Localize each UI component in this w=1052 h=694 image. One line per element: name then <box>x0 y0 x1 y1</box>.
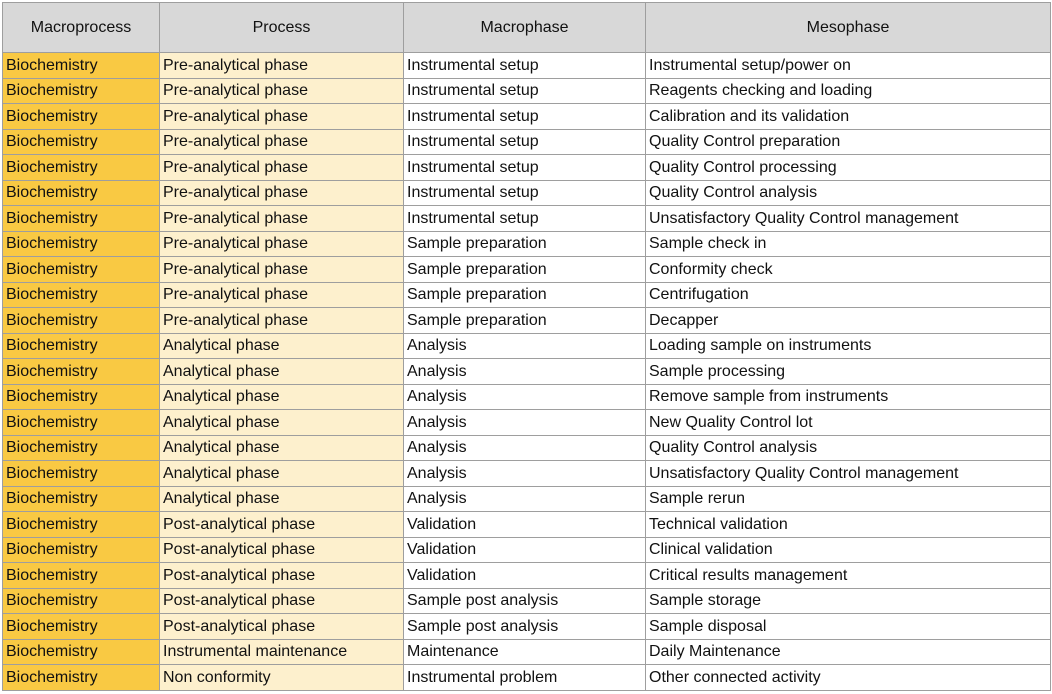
cell-mesophase[interactable]: Technical validation <box>646 512 1051 538</box>
cell-mesophase[interactable]: Calibration and its validation <box>646 104 1051 130</box>
table-row <box>3 359 1051 385</box>
cell-process[interactable]: Pre-analytical phase <box>160 257 404 283</box>
table-row <box>3 282 1051 308</box>
table-row <box>3 665 1051 691</box>
cell-macrophase[interactable]: Sample preparation <box>404 257 646 283</box>
table-body <box>3 53 1051 691</box>
cell-macroprocess[interactable]: Biochemistry <box>3 359 160 385</box>
cell-macrophase[interactable]: Sample post analysis <box>404 614 646 640</box>
cell-process[interactable]: Analytical phase <box>160 435 404 461</box>
cell-process[interactable]: Post-analytical phase <box>160 512 404 538</box>
cell-mesophase[interactable]: Remove sample from instruments <box>646 384 1051 410</box>
table-row <box>3 410 1051 436</box>
cell-process[interactable]: Pre-analytical phase <box>160 53 404 79</box>
cell-mesophase[interactable]: Decapper <box>646 308 1051 334</box>
cell-mesophase[interactable]: Loading sample on instruments <box>646 333 1051 359</box>
cell-macrophase[interactable]: Instrumental setup <box>404 206 646 232</box>
cell-process[interactable]: Analytical phase <box>160 410 404 436</box>
cell-mesophase[interactable]: Quality Control preparation <box>646 129 1051 155</box>
table-row <box>3 308 1051 334</box>
cell-macrophase[interactable]: Maintenance <box>404 639 646 665</box>
cell-process[interactable]: Post-analytical phase <box>160 563 404 589</box>
table-row <box>3 486 1051 512</box>
cell-macrophase[interactable]: Analysis <box>404 333 646 359</box>
cell-macroprocess[interactable]: Biochemistry <box>3 104 160 130</box>
cell-process[interactable]: Post-analytical phase <box>160 588 404 614</box>
cell-macrophase[interactable]: Sample preparation <box>404 308 646 334</box>
cell-macrophase[interactable]: Validation <box>404 563 646 589</box>
cell-macroprocess[interactable]: Biochemistry <box>3 384 160 410</box>
cell-macrophase[interactable]: Instrumental setup <box>404 129 646 155</box>
table-row <box>3 53 1051 79</box>
table-row <box>3 614 1051 640</box>
cell-process[interactable]: Pre-analytical phase <box>160 104 404 130</box>
cell-mesophase[interactable]: Reagents checking and loading <box>646 78 1051 104</box>
cell-process[interactable]: Pre-analytical phase <box>160 129 404 155</box>
table-row <box>3 563 1051 589</box>
cell-macroprocess[interactable]: Biochemistry <box>3 206 160 232</box>
cell-macrophase[interactable]: Instrumental setup <box>404 104 646 130</box>
cell-macroprocess[interactable]: Biochemistry <box>3 257 160 283</box>
header-macrophase[interactable]: Macrophase <box>404 3 646 53</box>
cell-macrophase[interactable]: Analysis <box>404 359 646 385</box>
cell-mesophase[interactable]: Sample processing <box>646 359 1051 385</box>
table-row <box>3 231 1051 257</box>
table-row <box>3 588 1051 614</box>
cell-macroprocess[interactable]: Biochemistry <box>3 155 160 181</box>
table-row <box>3 206 1051 232</box>
cell-process[interactable]: Pre-analytical phase <box>160 78 404 104</box>
cell-process[interactable]: Analytical phase <box>160 461 404 487</box>
cell-macrophase[interactable]: Instrumental setup <box>404 155 646 181</box>
table-row <box>3 512 1051 538</box>
table-row <box>3 333 1051 359</box>
cell-process[interactable]: Pre-analytical phase <box>160 206 404 232</box>
cell-mesophase[interactable]: Centrifugation <box>646 282 1051 308</box>
header-macroprocess[interactable]: Macroprocess <box>3 3 160 53</box>
table-row <box>3 129 1051 155</box>
cell-mesophase[interactable]: New Quality Control lot <box>646 410 1051 436</box>
cell-mesophase[interactable]: Clinical validation <box>646 537 1051 563</box>
cell-macrophase[interactable]: Sample preparation <box>404 282 646 308</box>
cell-macroprocess[interactable]: Biochemistry <box>3 410 160 436</box>
cell-process[interactable]: Pre-analytical phase <box>160 308 404 334</box>
cell-mesophase[interactable]: Instrumental setup/power on <box>646 53 1051 79</box>
cell-mesophase[interactable]: Quality Control analysis <box>646 180 1051 206</box>
cell-mesophase[interactable]: Quality Control processing <box>646 155 1051 181</box>
cell-macroprocess[interactable]: Biochemistry <box>3 78 160 104</box>
cell-mesophase[interactable]: Sample disposal <box>646 614 1051 640</box>
cell-mesophase[interactable]: Critical results management <box>646 563 1051 589</box>
cell-process[interactable]: Pre-analytical phase <box>160 180 404 206</box>
cell-mesophase[interactable]: Sample storage <box>646 588 1051 614</box>
cell-macroprocess[interactable]: Biochemistry <box>3 665 160 691</box>
process-table <box>2 2 1051 691</box>
cell-macrophase[interactable]: Sample post analysis <box>404 588 646 614</box>
cell-mesophase[interactable]: Quality Control analysis <box>646 435 1051 461</box>
cell-macroprocess[interactable]: Biochemistry <box>3 282 160 308</box>
cell-process[interactable]: Analytical phase <box>160 333 404 359</box>
cell-macroprocess[interactable]: Biochemistry <box>3 614 160 640</box>
table-row <box>3 384 1051 410</box>
table-row <box>3 104 1051 130</box>
cell-macroprocess[interactable]: Biochemistry <box>3 512 160 538</box>
table-row <box>3 639 1051 665</box>
cell-macrophase[interactable]: Instrumental problem <box>404 665 646 691</box>
table-row <box>3 537 1051 563</box>
cell-process[interactable]: Pre-analytical phase <box>160 282 404 308</box>
cell-process[interactable]: Post-analytical phase <box>160 537 404 563</box>
table-row <box>3 461 1051 487</box>
table-row <box>3 435 1051 461</box>
cell-macroprocess[interactable]: Biochemistry <box>3 129 160 155</box>
cell-macrophase[interactable]: Analysis <box>404 461 646 487</box>
header-process[interactable]: Process <box>160 3 404 53</box>
cell-macrophase[interactable]: Analysis <box>404 486 646 512</box>
cell-macroprocess[interactable]: Biochemistry <box>3 588 160 614</box>
cell-process[interactable]: Analytical phase <box>160 384 404 410</box>
cell-macrophase[interactable]: Instrumental setup <box>404 53 646 79</box>
cell-macroprocess[interactable]: Biochemistry <box>3 53 160 79</box>
cell-macrophase[interactable]: Validation <box>404 512 646 538</box>
cell-macrophase[interactable]: Sample preparation <box>404 231 646 257</box>
cell-macrophase[interactable]: Validation <box>404 537 646 563</box>
cell-mesophase[interactable]: Daily Maintenance <box>646 639 1051 665</box>
table-row <box>3 180 1051 206</box>
cell-macroprocess[interactable]: Biochemistry <box>3 461 160 487</box>
cell-macroprocess[interactable]: Biochemistry <box>3 180 160 206</box>
cell-macroprocess[interactable]: Biochemistry <box>3 639 160 665</box>
cell-mesophase[interactable]: Unsatisfactory Quality Control management <box>646 206 1051 232</box>
table-header <box>3 3 1051 53</box>
cell-macroprocess[interactable]: Biochemistry <box>3 435 160 461</box>
header-row <box>3 3 1051 53</box>
cell-macroprocess[interactable]: Biochemistry <box>3 308 160 334</box>
cell-process[interactable]: Non conformity <box>160 665 404 691</box>
cell-macroprocess[interactable]: Biochemistry <box>3 486 160 512</box>
cell-mesophase[interactable]: Conformity check <box>646 257 1051 283</box>
cell-process[interactable]: Post-analytical phase <box>160 614 404 640</box>
cell-mesophase[interactable]: Sample rerun <box>646 486 1051 512</box>
cell-process[interactable]: Analytical phase <box>160 486 404 512</box>
cell-process[interactable]: Instrumental maintenance <box>160 639 404 665</box>
cell-macrophase[interactable]: Analysis <box>404 384 646 410</box>
cell-macrophase[interactable]: Analysis <box>404 435 646 461</box>
cell-macrophase[interactable]: Instrumental setup <box>404 180 646 206</box>
cell-mesophase[interactable]: Unsatisfactory Quality Control management <box>646 461 1051 487</box>
cell-macroprocess[interactable]: Biochemistry <box>3 537 160 563</box>
cell-macroprocess[interactable]: Biochemistry <box>3 333 160 359</box>
table-row <box>3 155 1051 181</box>
cell-macroprocess[interactable]: Biochemistry <box>3 563 160 589</box>
cell-mesophase[interactable]: Other connected activity <box>646 665 1051 691</box>
table-row <box>3 78 1051 104</box>
cell-process[interactable]: Analytical phase <box>160 359 404 385</box>
table-row <box>3 257 1051 283</box>
cell-mesophase[interactable]: Sample check in <box>646 231 1051 257</box>
header-mesophase[interactable]: Mesophase <box>646 3 1051 53</box>
cell-macrophase[interactable]: Analysis <box>404 410 646 436</box>
cell-macrophase[interactable]: Instrumental setup <box>404 78 646 104</box>
cell-process[interactable]: Pre-analytical phase <box>160 231 404 257</box>
cell-macroprocess[interactable]: Biochemistry <box>3 231 160 257</box>
cell-process[interactable]: Pre-analytical phase <box>160 155 404 181</box>
